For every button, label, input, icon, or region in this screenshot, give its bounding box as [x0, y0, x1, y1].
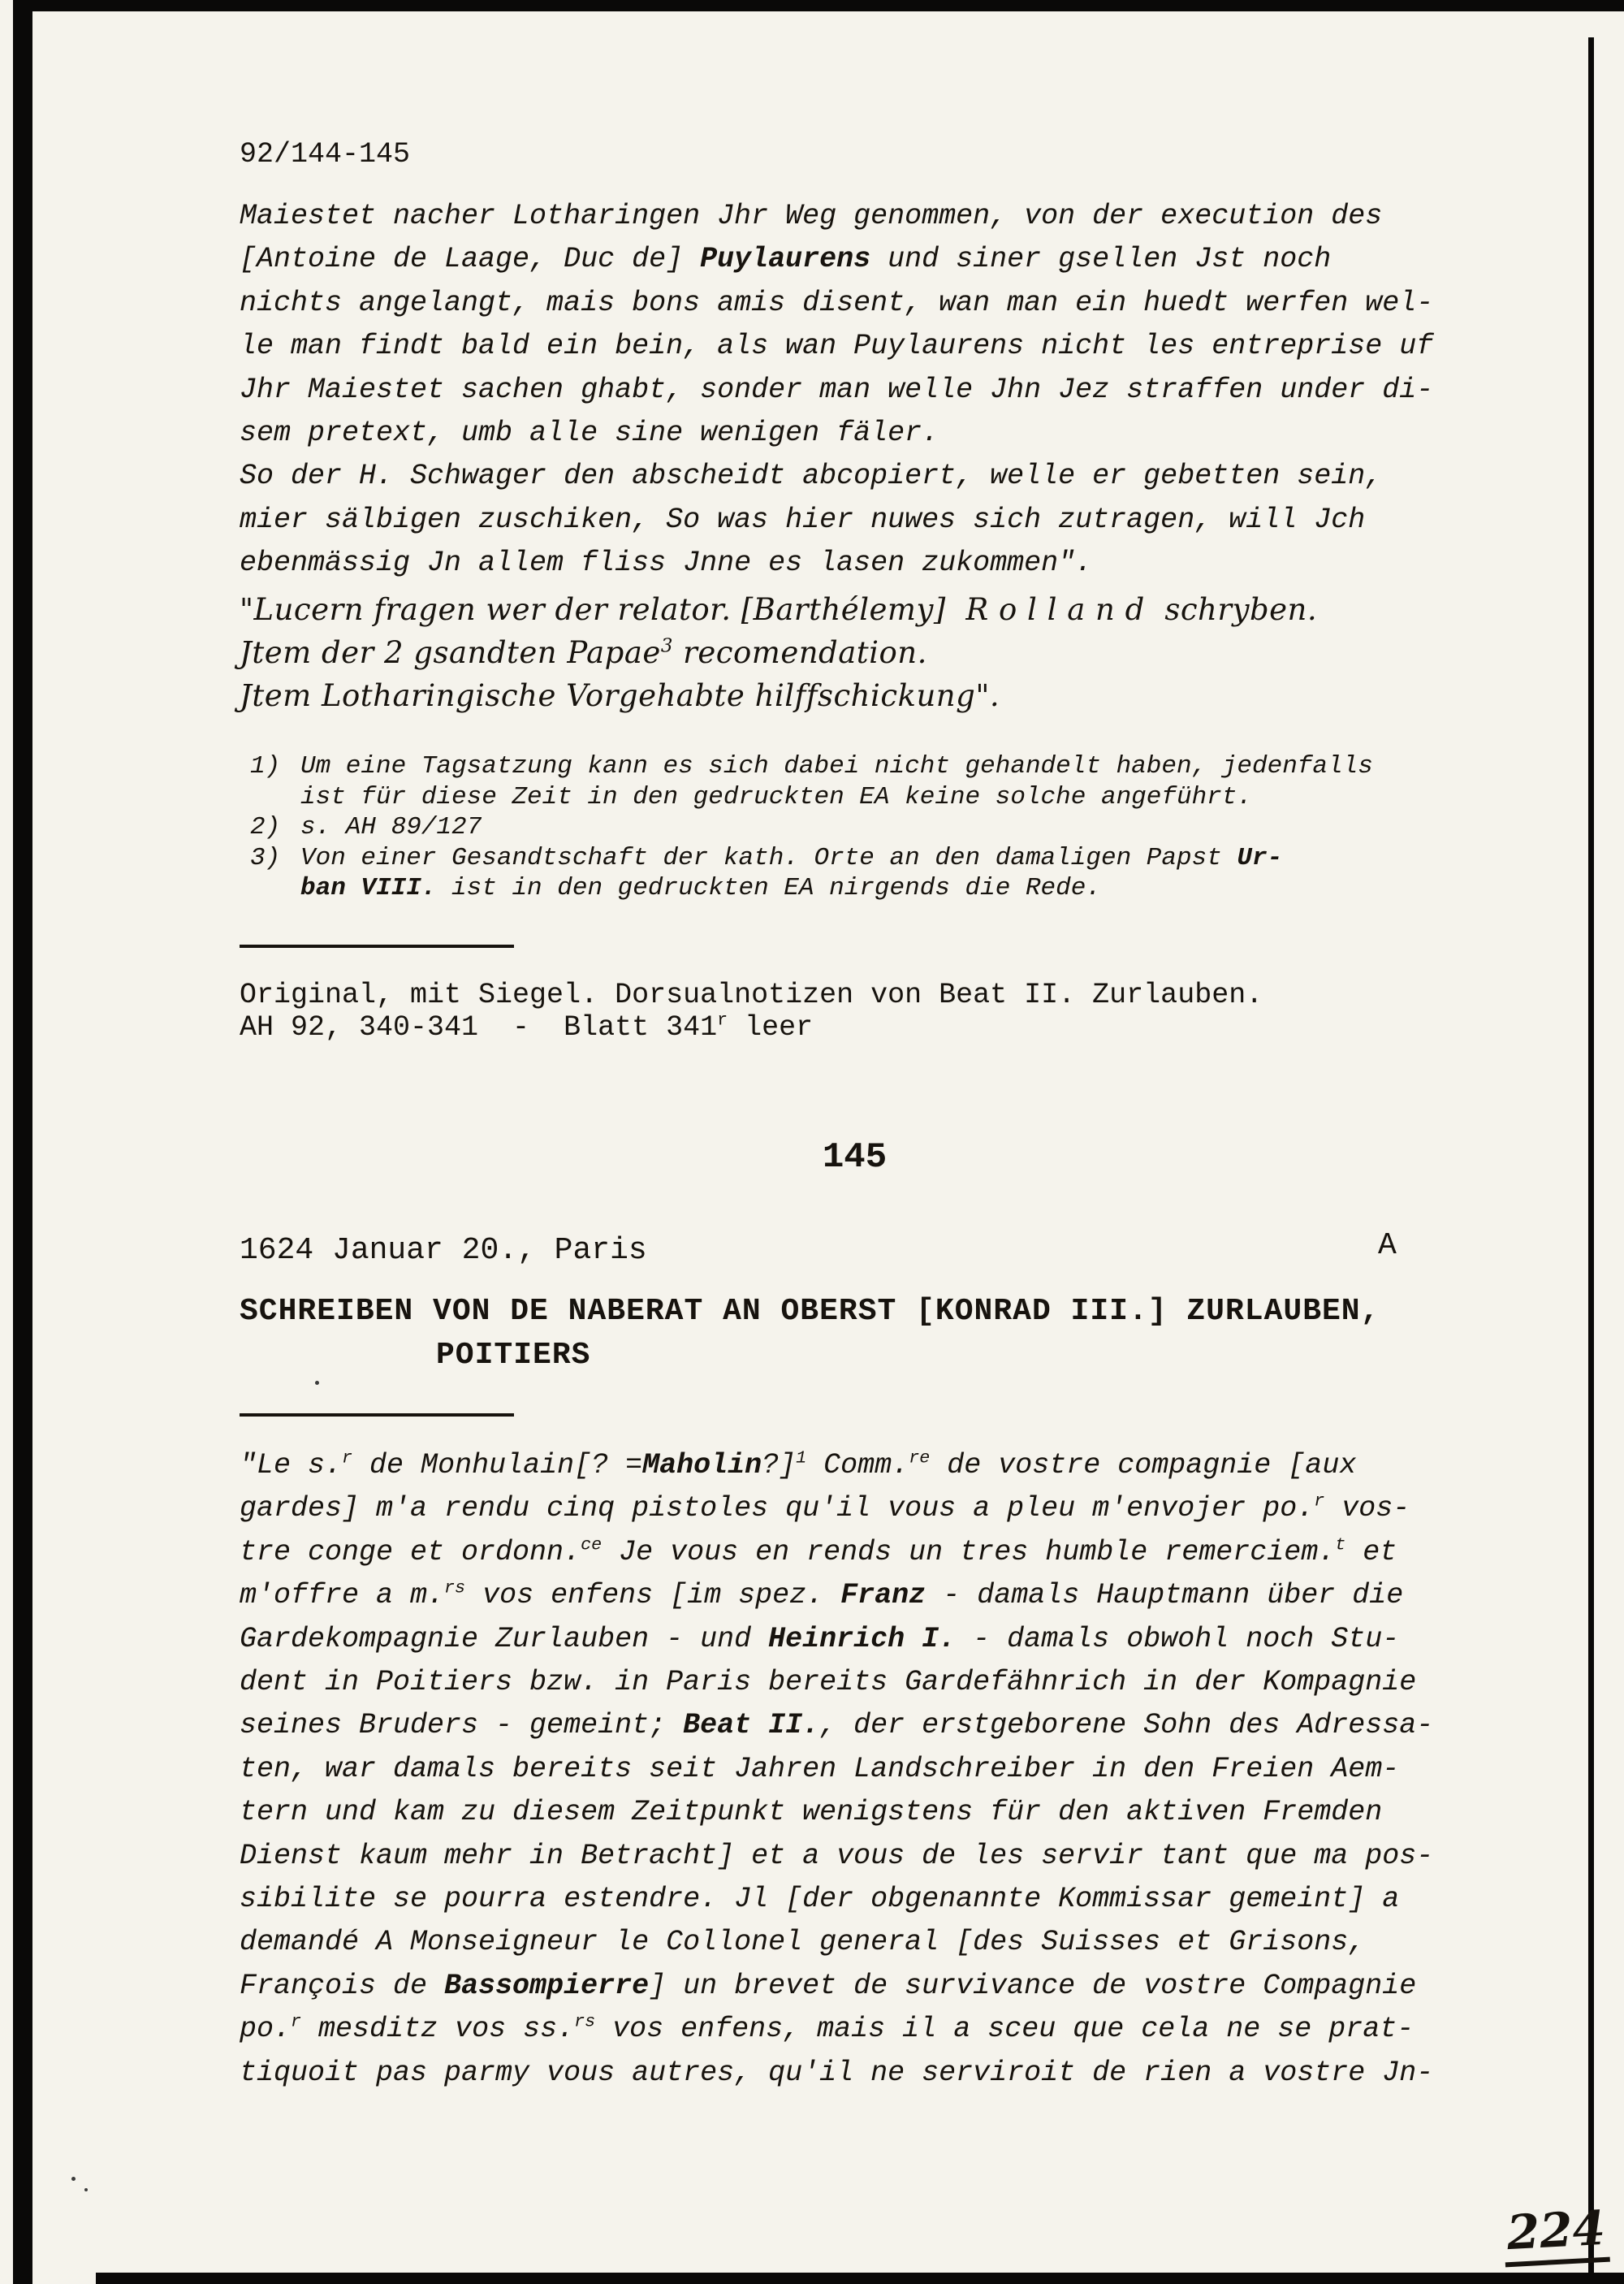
footnote [250, 843, 1373, 904]
footnote-text [300, 751, 1373, 812]
superscript-marker: t [1335, 1534, 1346, 1555]
text-run: m'offre a m. [240, 1579, 445, 1612]
text-run: AH 92, 340-341 - Blatt 341 [240, 1011, 718, 1044]
footnote-number: 1) [250, 752, 281, 781]
text-line [240, 2052, 1433, 2095]
text-line [240, 238, 1433, 281]
scan-border-left [13, 0, 32, 2284]
text-run: - damals Hauptmann über die [926, 1579, 1404, 1612]
text-run: ist in den gedruckten EA nirgends die Rede. [436, 874, 1101, 903]
text-run: Gardekompagnie Zurlauben - und [240, 1622, 769, 1655]
entry-144-footnotes [250, 751, 1373, 904]
superscript-marker: 3 [660, 635, 673, 657]
text-line [240, 1704, 1433, 1747]
handwritten-number-text: 224 [1505, 2200, 1607, 2261]
text-run: po. [240, 2013, 292, 2046]
text-run: tern und kam zu diesem Zeitpunkt wenigstens für den aktiven Fremden [240, 1796, 1383, 1829]
text-line [240, 195, 1433, 238]
text-run: tiquoit pas parmy vous autres, qu'il ne serviroit de rien a vostre Jn- [240, 2056, 1434, 2089]
text-run: ist für diese Zeit in den gedruckten EA keine solche angeführt. [300, 782, 1252, 811]
bold-text-run: Puylaurens [700, 243, 871, 276]
text-line [240, 588, 1317, 631]
text-line [240, 325, 1433, 368]
text-run: demandé A Monseigneur le Collonel general [des Suisses et Grisons, [240, 1926, 1366, 1959]
text-run: So der H. Schwager den abscheidt abcopiert, welle er gebetten sein, [240, 460, 1383, 493]
text-line [240, 1011, 1263, 1044]
text-line [240, 1878, 1433, 1921]
footnote-number: 3) [250, 843, 281, 872]
text-run: dent in Poitiers bzw. in Paris bereits Gardefähnrich in der Kompagnie [240, 1666, 1417, 1699]
text-line [240, 631, 1317, 674]
separator-rule-2 [240, 1413, 514, 1417]
text-line [240, 1791, 1433, 1834]
superscript-marker: r [342, 1447, 353, 1469]
entry-145-number: 145 [822, 1137, 888, 1178]
text-run: Von einer Gesandtschaft der kath. Orte an den damaligen Papst [300, 843, 1237, 872]
bold-text-run: Franz [840, 1579, 926, 1612]
text-line [240, 542, 1433, 585]
entry-145-date: 1624 Januar 20., Paris [240, 1233, 647, 1268]
scan-noise-dot [84, 2188, 88, 2191]
text-run: de Monhulain[? = [352, 1449, 643, 1482]
text-run: [Antoine de Laage, Duc de] [240, 243, 701, 276]
text-run: Comm. [806, 1449, 909, 1482]
text-line [240, 369, 1433, 412]
text-line [240, 1618, 1433, 1661]
text-run: gardes] m'a rendu cinq pistoles qu'il vous a pleu m'envojer po. [240, 1492, 1315, 1525]
bold-text-run: Heinrich I. [768, 1622, 957, 1655]
text-run: Jtem der 2 gsandten Papae [240, 635, 661, 670]
archive-reference: 92/144-145 [240, 138, 411, 171]
text-run: François de [240, 1969, 445, 2002]
text-line [240, 1487, 1433, 1530]
text-line [300, 812, 1373, 843]
text-line [240, 674, 1317, 717]
text-run: "Le s. [240, 1449, 343, 1482]
text-line [300, 782, 1373, 813]
superscript-marker: r [1314, 1490, 1325, 1512]
footnote-number: 2) [250, 813, 281, 842]
superscript-marker: rs [444, 1577, 466, 1598]
text-run: Jtem Lotharingische Vorgehabte hilffschickung". [240, 678, 1000, 713]
text-run: Maiestet nacher Lotharingen Jhr Weg genommen, von der execution des [240, 200, 1383, 232]
text-line [240, 412, 1433, 455]
superscript-marker: 1 [796, 1447, 807, 1469]
text-line [240, 1661, 1433, 1704]
superscript-marker: r [291, 2011, 302, 2032]
text-run: ?] [762, 1449, 797, 1482]
text-run: seines Bruders - gemeint; [240, 1709, 684, 1742]
text-line [240, 1531, 1433, 1574]
text-run: et [1345, 1535, 1397, 1568]
superscript-marker: r [717, 1010, 728, 1031]
scan-noise-dot [71, 2177, 76, 2181]
bold-text-run: Beat II. [683, 1709, 820, 1742]
text-run: ten, war damals bereits seit Jahren Landschreiber in den Freien Aem- [240, 1752, 1400, 1785]
text-run: vos enfens, mais il a sceu que cela ne se prat- [595, 2013, 1415, 2046]
text-run: nichts angelangt, mais bons amis disent, wan man ein huedt werfen wel- [240, 286, 1434, 319]
text-run: sem pretext, umb alle sine wenigen fäler. [240, 417, 939, 450]
superscript-marker: rs [574, 2011, 596, 2032]
text-line [300, 843, 1373, 874]
text-run: Original, mit Siegel. Dorsualnotizen von Beat II. Zurlauben. [240, 979, 1263, 1011]
text-run: , der erstgeborene Sohn des Adressa- [819, 1709, 1434, 1742]
entry-145-title-line1: SCHREIBEN VON DE NABERAT AN OBERST [KONRAD III.] ZURLAUBEN, [240, 1294, 1380, 1329]
text-line [240, 282, 1433, 325]
superscript-marker: re [909, 1447, 931, 1469]
bold-text-run: ban VIII. [300, 874, 437, 903]
text-run: - damals obwohl noch Stu- [956, 1622, 1400, 1655]
text-line [240, 1965, 1433, 2008]
text-run: sibilite se pourra estendre. Jl [der obgenannte Kommissar gemeint] a [240, 1883, 1400, 1916]
text-run: tre conge et ordonn. [240, 1535, 581, 1568]
text-run: ] un brevet de survivance de vostre Compagnie [649, 1969, 1417, 2002]
entry-145-siglum: A [1378, 1228, 1397, 1263]
text-run: mesditz vos ss. [301, 2013, 575, 2046]
text-run: vos- [1324, 1492, 1410, 1525]
text-run: "Lucern fragen wer der relator. [Barthélemy] R o l l a n d schryben. [240, 592, 1318, 627]
entry-145-title-line2: POITIERS [436, 1338, 591, 1373]
text-run: le man findt bald ein bein, als wan Puylaurens nicht les entreprise uf [240, 330, 1434, 363]
superscript-marker: ce [581, 1534, 603, 1555]
bold-text-run: Maholin [642, 1449, 762, 1482]
bold-text-run: Ur- [1237, 843, 1283, 872]
text-line [300, 751, 1373, 782]
text-line [240, 499, 1433, 542]
bold-text-run: Bassompierre [444, 1969, 650, 2002]
text-run: Je vous en rends un tres humble remerciem. [602, 1535, 1336, 1568]
footnote [250, 751, 1373, 812]
footnote-text [300, 843, 1373, 904]
text-line [240, 1444, 1433, 1487]
text-line [240, 2008, 1433, 2051]
handwritten-page-number [1502, 2200, 1610, 2268]
text-line [240, 979, 1263, 1011]
entry-144-marginal-notes [240, 588, 1317, 717]
text-run: mier sälbigen zuschiken, So was hier nuwes sich zutragen, will Jch [240, 503, 1366, 536]
text-line [240, 1574, 1433, 1617]
text-run: vos enfens [im spez. [465, 1579, 841, 1612]
text-run: und siner gsellen Jst noch [870, 243, 1332, 276]
footnote-text [300, 812, 1373, 843]
text-run: Um eine Tagsatzung kann es sich dabei nicht gehandelt haben, jedenfalls [300, 752, 1373, 781]
text-run: Dienst kaum mehr in Betracht] et a vous de les servir tant que ma pos- [240, 1839, 1434, 1872]
footnote [250, 812, 1373, 843]
entry-144-body [240, 195, 1433, 586]
text-line [240, 455, 1433, 498]
entry-144-provenance [240, 979, 1263, 1044]
text-line [240, 1748, 1433, 1791]
text-line [240, 1835, 1433, 1878]
text-run: leer [728, 1011, 814, 1044]
scan-border-right [1588, 37, 1594, 2284]
scan-border-bottom [96, 2273, 1624, 2284]
scan-border-top [24, 0, 1624, 11]
entry-145-letter-body [240, 1444, 1433, 2095]
text-run: recomendation. [672, 635, 927, 670]
text-line [300, 873, 1373, 904]
text-run: s. AH 89/127 [300, 813, 482, 842]
scan-noise-dot [315, 1381, 319, 1385]
separator-rule-1 [240, 945, 514, 948]
text-run: Jhr Maiestet sachen ghabt, sonder man welle Jhn Jez straffen under di- [240, 373, 1434, 406]
text-run: ebenmässig Jn allem fliss Jnne es lasen zukommen". [240, 547, 1093, 580]
text-line [240, 1921, 1433, 1964]
text-run: de vostre compagnie [aux [930, 1449, 1357, 1482]
